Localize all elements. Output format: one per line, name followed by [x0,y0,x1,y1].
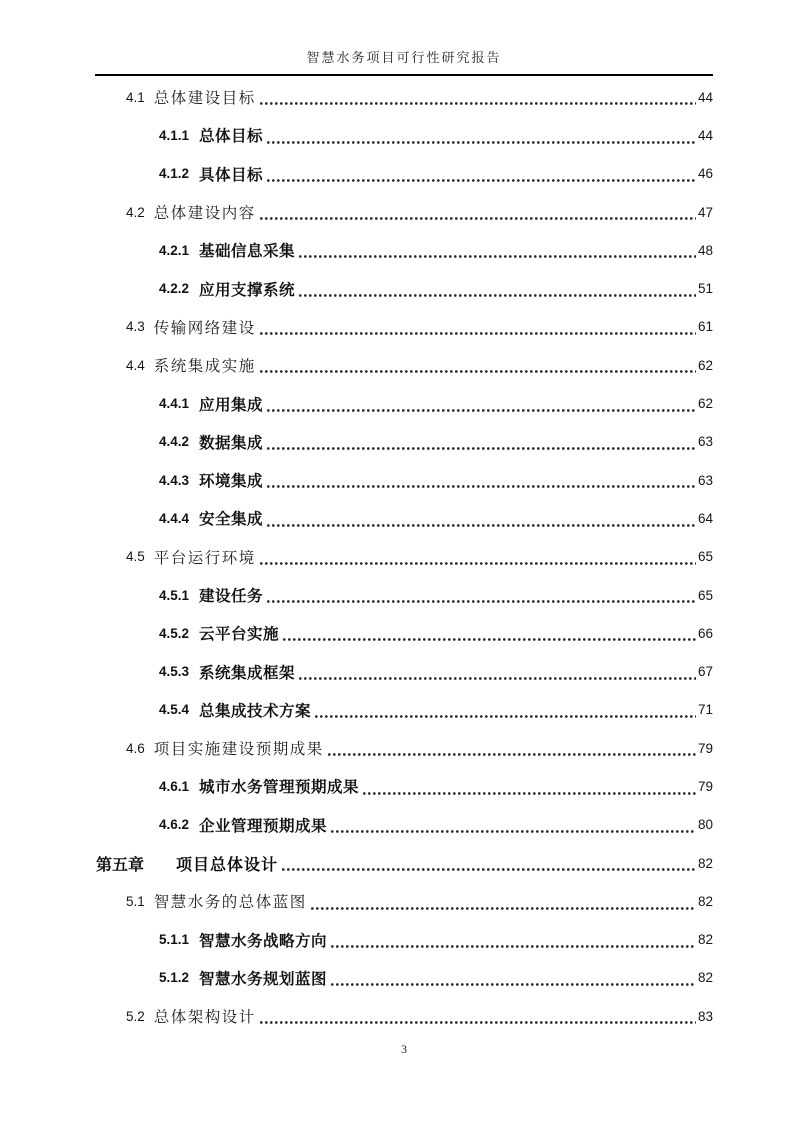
toc-entry[interactable] [95,538,713,576]
dot-leader [267,461,696,499]
toc-entry-title: 应用支撑系统 [199,281,296,299]
toc-entry-page: 44 [697,127,713,143]
toc-entry-title: 城市水务管理预期成果 [199,779,360,797]
toc-entry-title: 安全集成 [199,511,264,529]
toc-entry-number: 第五章 [96,856,145,874]
toc-entry-page: 47 [697,204,713,220]
dot-leader [299,269,696,307]
toc-entry[interactable] [95,959,713,997]
toc-entry-page: 65 [697,549,713,565]
toc-entry-title: 总体建设目标 [153,90,256,108]
toc-entry-title: 应用集成 [199,396,264,414]
toc-entry[interactable] [95,155,713,193]
dot-leader [328,729,696,767]
toc-entry-page: 64 [697,510,713,526]
toc-entry-page: 46 [697,166,713,182]
toc-entry-page: 66 [697,625,713,641]
dot-leader [282,844,696,882]
page-number-footer: 3 [401,1042,407,1057]
toc-entry[interactable] [95,576,713,614]
dot-leader [299,652,696,690]
dot-leader [260,193,696,231]
toc-entry-title: 项目总体设计 [176,856,279,874]
dot-leader [260,308,696,346]
dot-leader [315,691,696,729]
toc-entry[interactable] [95,461,713,499]
toc-entry-title: 平台运行环境 [153,549,256,567]
toc-entry-title: 项目实施建设预期成果 [153,741,324,759]
dot-leader [267,155,696,193]
toc-entry-number: 5.1.2 [159,970,190,986]
toc-entry-number: 4.5.3 [159,664,190,680]
toc-entry-number: 4.6.2 [159,817,190,833]
toc-entry[interactable] [95,346,713,384]
toc-entry[interactable] [95,729,713,767]
toc-entry[interactable] [95,308,713,346]
toc-entry-number: 4.4 [126,357,145,373]
toc-entry-title: 智慧水务战略方向 [199,932,328,950]
toc-entry-page: 62 [697,396,713,412]
toc-entry-title: 系统集成实施 [153,358,256,376]
toc-entry-page: 79 [697,778,713,794]
toc-entry-number: 4.1.2 [159,166,190,182]
toc-entry-page: 51 [697,281,713,297]
toc-entry[interactable] [95,384,713,422]
toc-entry-number: 4.6.1 [159,778,190,794]
document-header-title: 智慧水务项目可行性研究报告 [306,50,502,65]
toc-entry-number: 4.5.4 [159,702,190,718]
dot-leader [260,78,696,116]
toc-entry-number: 4.5 [126,549,145,565]
toc-entry[interactable] [95,116,713,154]
toc-entry[interactable] [95,423,713,461]
toc-entry-number: 4.2.1 [159,242,190,258]
dot-leader [260,997,696,1035]
toc-entry-title: 总体建设内容 [153,205,256,223]
toc-entry-page: 63 [697,472,713,488]
toc-entry-page: 82 [697,970,713,986]
toc-entry[interactable] [95,193,713,231]
dot-leader [267,116,696,154]
toc-entry-title: 总体架构设计 [153,1009,256,1027]
toc-entry-number: 4.2 [126,204,145,220]
toc-entry-number: 4.5.1 [159,587,190,603]
toc-entry[interactable] [95,882,713,920]
toc-entry[interactable] [95,806,713,844]
toc-entry-number: 4.1 [126,89,145,105]
toc-entry[interactable] [95,997,713,1035]
toc-entry-page: 82 [697,893,713,909]
toc-entry-title: 基础信息采集 [199,243,296,261]
toc-entry-title: 数据集成 [199,434,264,452]
toc-entry-page: 79 [697,740,713,756]
toc-entry-number: 4.4.4 [159,510,190,526]
toc-entry-number: 5.1 [126,893,145,909]
toc-entry[interactable] [95,691,713,729]
toc-entry-page: 65 [697,587,713,603]
toc-entry-number: 4.5.2 [159,625,190,641]
table-of-contents [95,76,713,1035]
dot-leader [267,499,696,537]
toc-entry-number: 4.4.2 [159,434,190,450]
toc-entry-title: 智慧水务规划蓝图 [199,970,328,988]
dot-leader [260,538,696,576]
toc-entry-page: 82 [697,932,713,948]
toc-entry-number: 5.1.1 [159,932,190,948]
toc-entry-page: 82 [697,855,713,871]
toc-entry-title: 智慧水务的总体蓝图 [153,894,307,912]
dot-leader [331,959,696,997]
toc-entry-page: 80 [697,817,713,833]
toc-entry-number: 4.6 [126,740,145,756]
toc-entry-title: 具体目标 [199,166,264,184]
toc-entry-title: 系统集成框架 [199,664,296,682]
toc-entry-title: 环境集成 [199,473,264,491]
toc-entry-title: 总体目标 [199,128,264,146]
toc-entry-title: 传输网络建设 [153,319,256,337]
toc-entry-number: 4.4.1 [159,396,190,412]
page-footer [95,1035,713,1058]
dot-leader [331,806,696,844]
toc-entry-page: 63 [697,434,713,450]
dot-leader [331,921,696,959]
dot-leader [363,767,696,805]
toc-entry[interactable] [95,231,713,269]
toc-entry-title: 企业管理预期成果 [199,817,328,835]
toc-entry-number: 4.1.1 [159,127,190,143]
toc-entry[interactable] [95,767,713,805]
toc-entry-page: 48 [697,242,713,258]
toc-entry-page: 44 [697,89,713,105]
dot-leader [267,423,696,461]
page-header [95,0,713,76]
dot-leader [267,576,696,614]
toc-entry-number: 4.2.2 [159,281,190,297]
toc-entry[interactable] [95,269,713,307]
toc-entry-page: 71 [697,702,713,718]
toc-entry[interactable] [95,921,713,959]
dot-leader [267,384,696,422]
toc-entry-page: 62 [697,357,713,373]
toc-entry[interactable] [95,78,713,116]
toc-entry-number: 4.4.3 [159,472,190,488]
toc-entry-title: 总集成技术方案 [199,702,312,720]
toc-entry-title: 建设任务 [199,588,264,605]
toc-entry-page: 61 [697,319,713,335]
toc-entry[interactable] [95,652,713,690]
toc-entry-page: 83 [697,1008,713,1024]
dot-leader [283,614,696,652]
toc-entry-title: 云平台实施 [199,626,280,644]
dot-leader [311,882,696,920]
toc-entry[interactable] [95,499,713,537]
toc-entry[interactable] [95,614,713,652]
dot-leader [299,231,696,269]
toc-entry-number: 4.3 [126,319,145,335]
toc-entry-number: 5.2 [126,1008,145,1024]
dot-leader [260,346,696,384]
toc-entry[interactable] [95,844,713,882]
toc-entry-page: 67 [697,664,713,680]
